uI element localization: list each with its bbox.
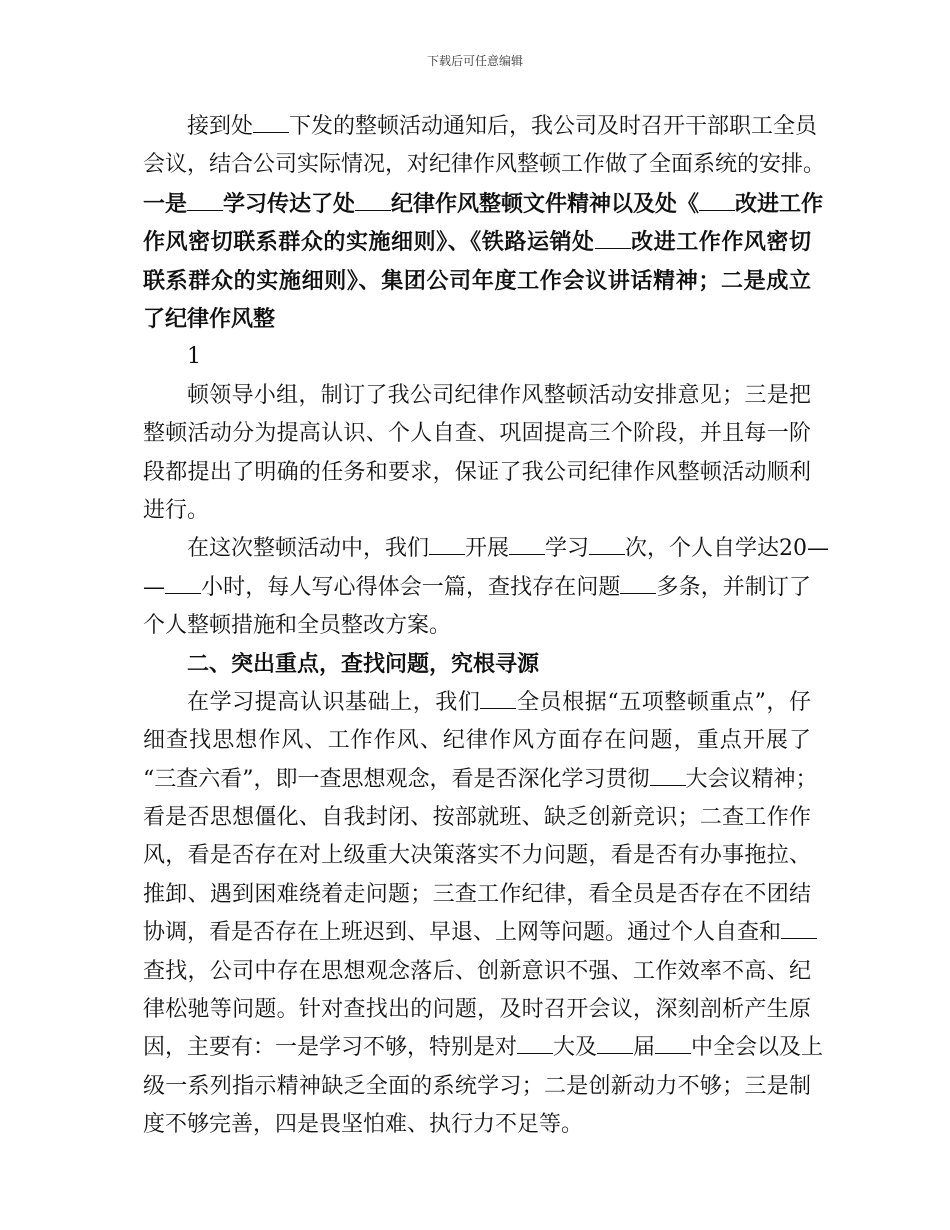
text-fragment: 全员根据“五项整顿重点”，仔 <box>516 689 811 715</box>
text-fragment: 次，个人自学达20— <box>625 536 830 562</box>
text-fragment: 大及 <box>553 1035 598 1061</box>
text-line <box>143 569 811 607</box>
text-fragment: 因，主要有：一是学习不够，特别是对 <box>143 1035 518 1061</box>
paragraph-3 <box>143 530 830 645</box>
text-line: 顿领导小组，制订了我公司纪律作风整顿活动安排意见；三是把 <box>187 382 811 408</box>
text-line: 联系群众的实施细则》、集团公司年度工作会议讲话精神；二是成立 <box>143 267 811 294</box>
text-fragment: — <box>143 574 165 600</box>
blank-underline <box>165 575 201 594</box>
text-line: 推卸、遇到困难绕着走问题；三查工作纪律，看全员是否存在不团结 <box>143 881 811 907</box>
blank-underline <box>480 690 516 709</box>
blank-underline <box>253 114 289 133</box>
document-body <box>143 108 830 1145</box>
text-line: 级一系列指示精神缺乏全面的系统学习；二是创新动力不够；三是制 <box>143 1073 811 1099</box>
text-fragment: 届 <box>633 1035 656 1061</box>
blank-underline <box>509 536 545 555</box>
heading-text: 二、突出重点，查找问题，究根寻源 <box>187 651 540 678</box>
text-line: 了纪律作风整 <box>143 305 276 332</box>
text-line <box>143 185 824 223</box>
blank-underline <box>595 230 631 249</box>
text-line <box>143 223 811 261</box>
blank-underline <box>429 536 465 555</box>
blank-underline <box>781 920 817 939</box>
text-fragment: 在学习提高认识基础上，我们 <box>187 689 481 715</box>
text-line <box>143 1029 824 1067</box>
page-number-block <box>143 338 811 376</box>
text-line <box>143 761 818 799</box>
text-fragment: 改进工作作风密切 <box>630 229 811 256</box>
paragraph-1-bold <box>143 185 824 339</box>
text-fragment: 在这次整顿活动中，我们 <box>187 536 430 562</box>
page-number: 1 <box>187 344 201 370</box>
text-line: 风，看是否存在对上级重大决策落实不力问题，看是否有办事拖拉、 <box>143 843 811 869</box>
blank-underline <box>187 192 223 211</box>
text-line: 看是否思想僵化、自我封闭、按部就班、缺乏创新竞识；二查工作作 <box>143 805 811 831</box>
text-line <box>143 914 811 952</box>
text-fragment: 协调，看是否存在上班迟到、早退、上网等问题。通过个人自查和 <box>143 920 782 946</box>
blank-underline <box>597 1035 633 1054</box>
blank-underline <box>355 192 391 211</box>
text-line: 律松驰等问题。针对查找出的问题，及时召开会议，深刻剖析产生原 <box>143 996 811 1022</box>
text-line: 进行。 <box>143 497 210 523</box>
text-fragment: 开展 <box>465 536 510 562</box>
page-header: 下载后可任意编辑 <box>426 54 523 68</box>
paragraph-1 <box>143 108 826 185</box>
text-line: 会议，结合公司实际情况，对纪律作风整顿工作做了全面系统的安排。 <box>143 152 826 178</box>
blank-underline <box>655 1035 691 1054</box>
text-line: 细查找思想作风、工作作风、纪律作风方面存在问题，重点开展了 <box>143 728 811 754</box>
blank-underline <box>650 767 686 786</box>
blank-underline <box>589 536 625 555</box>
paragraph-2 <box>143 377 811 531</box>
text-fragment: 学习传达了处 <box>223 190 356 217</box>
text-fragment: 纪律作风整顿文件精神以及处《 <box>391 190 700 217</box>
text-line: 个人整顿措施和全员整改方案。 <box>143 613 452 639</box>
text-fragment: 下发的整顿活动通知后，我公司及时召开干部职工全员 <box>289 114 818 139</box>
text-fragment: 作风密切联系群众的实施细则》、《铁路运销处 <box>143 229 595 256</box>
text-line: 段都提出了明确的任务和要求，保证了我公司纪律作风整顿活动顺利 <box>143 459 811 485</box>
text-line <box>143 530 830 568</box>
blank-underline <box>620 575 656 594</box>
text-fragment: 多条，并制订了 <box>656 574 811 600</box>
text-fragment: “三查六看”，即一查思想观念，看是否深化学习贯彻 <box>143 766 650 792</box>
text-fragment: 改进工作 <box>735 190 824 217</box>
text-fragment: 学习 <box>545 536 590 562</box>
text-line <box>143 684 811 722</box>
text-line: 查找，公司中存在思想观念落后、创新意识不强、工作效率不高、纪 <box>143 958 811 984</box>
section-heading <box>143 645 811 683</box>
text-fragment: 接到处 <box>187 114 254 139</box>
paragraph-4 <box>143 684 824 1145</box>
text-fragment: 中全会以及上 <box>691 1035 824 1061</box>
text-line <box>143 108 818 146</box>
text-line: 度不够完善，四是畏坚怕难、执行力不足等。 <box>143 1112 584 1138</box>
text-fragment: 大会议精神； <box>685 766 818 792</box>
blank-underline <box>517 1035 553 1054</box>
text-fragment: 小时，每人写心得体会一篇，查找存在问题 <box>201 574 621 600</box>
text-fragment: 一是 <box>143 190 188 217</box>
blank-underline <box>699 192 735 211</box>
text-line: 整顿活动分为提高认识、个人自查、巩固提高三个阶段，并且每一阶 <box>143 421 811 447</box>
